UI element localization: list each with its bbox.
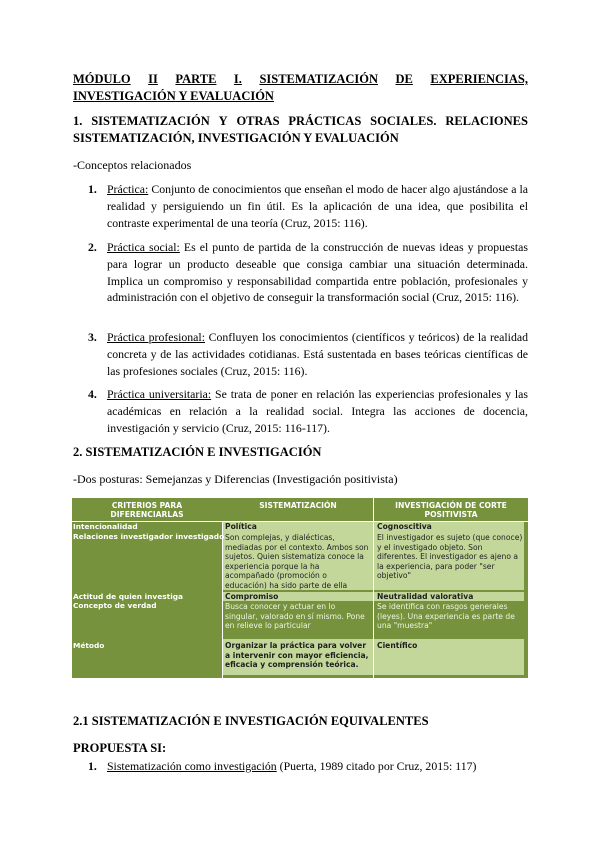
table-divider: [373, 498, 374, 678]
cell-inv-actitud: Neutralidad valorativa: [377, 592, 474, 601]
cell-sist-verdad: Busca conocer y actuar en lo singular, valorado en sí mismo. Pone en relieve lo particular: [225, 602, 365, 631]
section1-heading-word: PRÁCTICAS: [288, 114, 362, 128]
row-label-metodo: Método: [73, 641, 105, 650]
section1-heading-line1: [73, 113, 528, 130]
row-label-actitud: Actitud de quien investiga: [73, 592, 184, 601]
module-title-word: I.: [233, 72, 242, 86]
propuesta-item-1: [88, 758, 528, 775]
section1-heading: [73, 113, 528, 147]
row-label-verdad: Concepto de verdad: [73, 601, 157, 610]
concept-item-3: [88, 329, 528, 379]
section1-heading-word: RELACIONES: [445, 114, 528, 128]
concept-item-2: [88, 239, 528, 306]
concept-item-1: [88, 181, 528, 231]
concept-item-4: [88, 386, 528, 436]
concept-term: Práctica universitaria:: [107, 387, 212, 401]
propuesta-text: (Puerta, 1989 citado por Cruz, 2015: 117): [276, 759, 477, 773]
module-title-word: DE: [395, 72, 413, 86]
propuesta-term: Sistematización como investigación: [107, 759, 277, 773]
concept-text: Se trata de poner en relación las experiencias profesionales y las académicas en relación a la realidad social. Integra las acciones de docencia, investigación y servicio (Cruz, 2015: 116-117).: [107, 387, 528, 435]
cell-sist-metodo: Organizar la práctica para volver a intervenir con mayor eficiencia, eficacia y comprensión teórica.: [225, 641, 369, 670]
module-title-word: SISTEMATIZACIÓN: [259, 72, 378, 86]
comparison-table: [72, 498, 528, 678]
row-label-relaciones: Relaciones investigador investigado: [73, 532, 225, 541]
section1-heading-word: OTRAS: [236, 114, 280, 128]
section21-heading: 2.1 SISTEMATIZACIÓN E INVESTIGACIÓN EQUIVALENTES: [73, 714, 429, 728]
concept-number: 2.: [88, 240, 97, 254]
cell-inv-intencionalidad: Cognoscitiva: [377, 522, 432, 531]
module-title-line2: INVESTIGACIÓN Y EVALUACIÓN: [73, 89, 274, 103]
propuesta-number: 1.: [88, 759, 97, 773]
section1-heading-word: SOCIALES.: [370, 114, 437, 128]
table-divider: [222, 522, 223, 678]
module-title: [73, 71, 528, 105]
section2-heading: 2. SISTEMATIZACIÓN E INVESTIGACIÓN: [73, 445, 322, 459]
section1-heading-word: 1.: [73, 114, 83, 128]
cell-inv-relaciones: El investigador es sujeto (que conoce) y el investigado objeto. Son diferentes. El investigador es ajeno a la experiencia, para poder "ser objetivo": [377, 533, 523, 581]
section2-intro: -Dos posturas: Semejanzas y Diferencias (Investigación positivista): [73, 472, 398, 486]
cell-inv-metodo: Científico: [377, 641, 418, 650]
table-header-investigacion: INVESTIGACIÓN DE CORTE POSITIVISTA: [395, 501, 507, 520]
concept-text: Confluyen los conocimientos (científicos y teóricos) de la realidad concreta y de las actividades cotidianas. Está sustentada en bases teóricas científicas de las profesiones sociales (Cruz, 2015: 116).: [107, 330, 528, 378]
module-title-word: PARTE: [175, 72, 217, 86]
table-header-sistematizacion: SISTEMATIZACIÓN: [259, 501, 337, 510]
concept-text: Conjunto de conocimientos que enseñan el modo de hacer algo ajustándose a la realidad y persiguiendo un fin útil. Es la aplicación de una idea, que posibilita el contraste experimental de una teoría (Cruz, 2015: 116).: [107, 182, 528, 230]
section1-heading-word: Y: [218, 114, 228, 128]
concept-term: Práctica social:: [107, 240, 180, 254]
concept-term: Práctica profesional:: [107, 330, 205, 344]
concept-number: 1.: [88, 182, 97, 196]
module-title-word: EXPERIENCIAS,: [430, 72, 528, 86]
row-label-intencionalidad: Intencionalidad: [73, 522, 138, 531]
table-header-criterios: CRITERIOS PARA DIFERENCIARLAS: [110, 501, 184, 520]
concept-number: 4.: [88, 387, 97, 401]
section1-heading-line2: SISTEMATIZACIÓN, INVESTIGACIÓN Y EVALUACIÓN: [73, 131, 399, 145]
propuesta-heading: PROPUESTA SI:: [73, 741, 167, 755]
concept-term: Práctica:: [107, 182, 149, 196]
cell-inv-verdad: Se identifica con rasgos generales (leyes). Una experiencia es parte de una "muestra": [377, 602, 515, 631]
concept-number: 3.: [88, 330, 97, 344]
module-title-word: MÓDULO: [73, 72, 131, 86]
cell-sist-actitud: Compromiso: [225, 592, 279, 601]
section1-heading-word: SISTEMATIZACIÓN: [91, 114, 210, 128]
cell-sist-relaciones: Son complejas, y dialécticas, mediadas por el contexto. Ambos son sujetos. Quien sistematiza conoce la experiencia porque la ha acompañado (promoción o educación) ha sido parte de ella: [225, 533, 369, 590]
concept-text: Es el punto de partida de la construcción de nuevas ideas y propuestas para lograr un producto deseable que consiga cambiar una situación determinada. Implica un compromiso y responsabilidad compartida entre población, profesionales y administración con el objetivo de conseguir la transformación social (Cruz, 2015: 116).: [107, 240, 528, 305]
concepts-intro: -Conceptos relacionados: [73, 158, 192, 172]
module-title-word: II: [148, 72, 158, 86]
cell-sist-intencionalidad: Política: [225, 522, 257, 531]
module-title-line1: [73, 71, 528, 88]
